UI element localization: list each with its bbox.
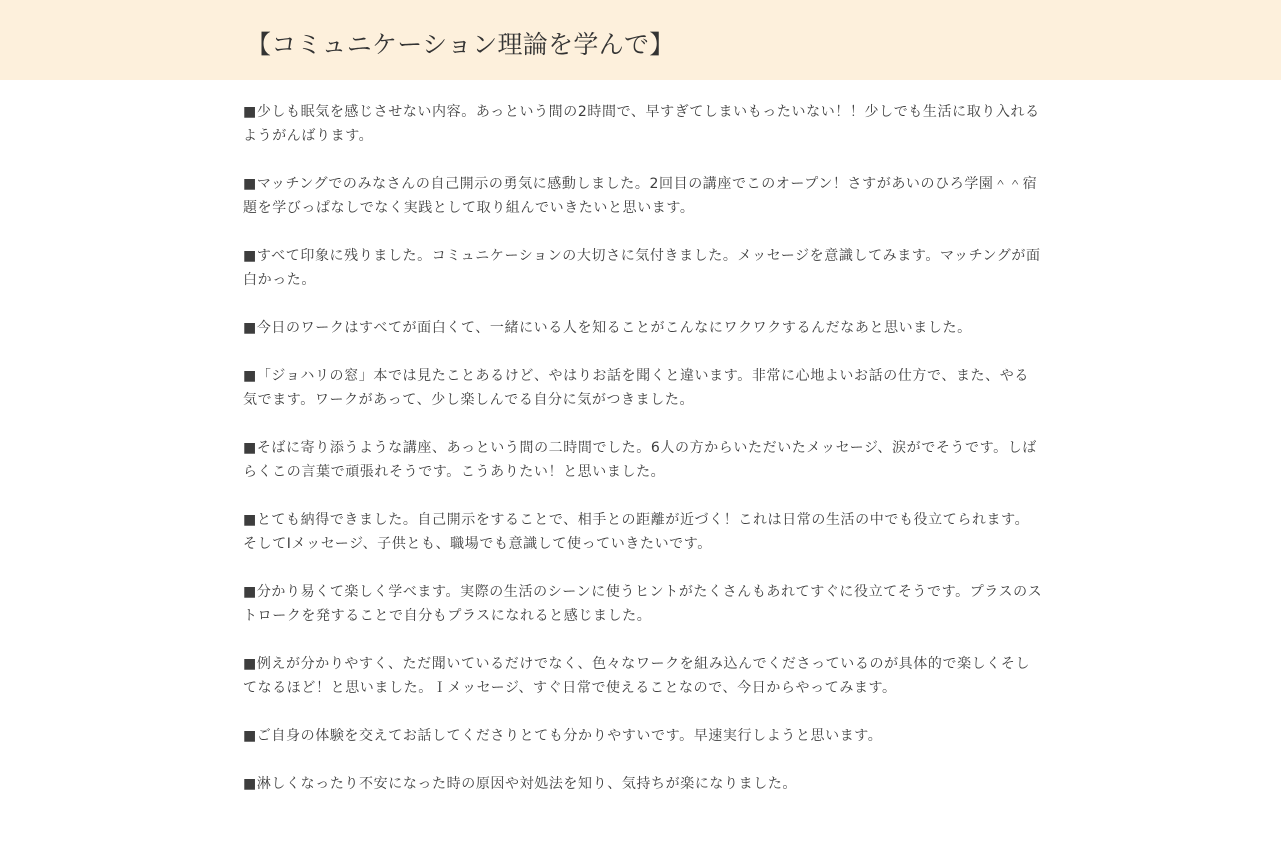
comment-item: ■少しも眠気を感じさせない内容。あっという間の2時間で、早すぎてしまいもったいない！！少しでも生活に取り入れるようがんばります。 — [243, 104, 1040, 144]
comment-list — [243, 100, 1043, 820]
header-band — [0, 0, 1281, 80]
comment-item: ■例えが分かりやすく、ただ聞いているだけでなく、色々なワークを組み込んでくださっているのが具体的で楽しくそしてなるほど！と思いました。Ｉメッセージ、すぐ日常で使えることなので、今日からやってみます。 — [243, 656, 1031, 696]
comment-item: ■そばに寄り添うような講座、あっという間の二時間でした。6人の方からいただいたメッセージ、涙がでそうです。しばらくこの言葉で頑張れそうです。こうありたい！と思いました。 — [243, 440, 1037, 480]
comment-item: ■「ジョハリの窓」本では見たことあるけど、やはりお話を聞くと違います。非常に心地よいお話の仕方で、また、やる気でます。ワークがあって、少し楽しんでる自分に気がつきました。 — [243, 368, 1029, 408]
page-title: 【コミュニケーション理論を学んで】 — [246, 30, 675, 59]
comment-item: ■ご自身の体験を交えてお話してくださりとても分かりやすいです。早速実行しようと思います。 — [243, 728, 883, 744]
comment-item: ■とても納得できました。自己開示をすることで、相手との距離が近づく！これは日常の生活の中でも役立てられます。そしてIメッセージ、子供とも、職場でも意識して使っていきたいです。 — [243, 512, 1030, 552]
comment-item: ■マッチングでのみなさんの自己開示の勇気に感動しました。2回目の講座でこのオープン！さすがあいのひろ学園＾＾宿題を学びっぱなしでなく実践として取り組んでいきたいと思います。 — [243, 176, 1038, 216]
comment-item: ■すべて印象に残りました。コミュニケーションの大切さに気付きました。メッセージを意識してみます。マッチングが面白かった。 — [243, 248, 1041, 288]
comment-item: ■今日のワークはすべてが面白くて、一緒にいる人を知ることがこんなにワクワクするんだなあと思いました。 — [243, 320, 972, 336]
comment-item: ■分かり易くて楽しく学べます。実際の生活のシーンに使うヒントがたくさんもあれてすぐに役立てそうです。プラスのストロークを発することで自分もプラスになれると感じました。 — [243, 584, 1043, 624]
comment-item: ■淋しくなったり不安になった時の原因や対処法を知り、気持ちが楽になりました。 — [243, 776, 798, 792]
